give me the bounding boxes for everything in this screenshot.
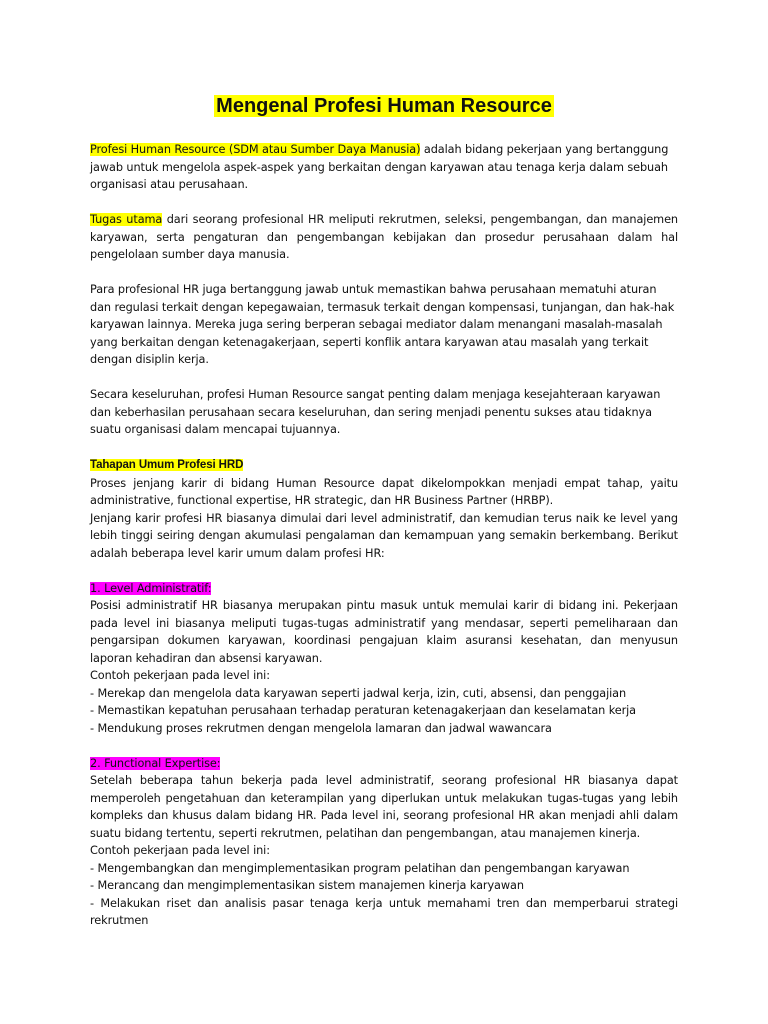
- intro-text: adalah bidang pekerjaan yang bertanggung jawab untuk mengelola aspek-aspek yang berkaitan dengan karyawan atau tenaga kerja dalam sebuah organisasi atau perusahaan.: [90, 143, 669, 191]
- level-1-description: Posisi administratif HR biasanya merupakan pintu masuk untuk memulai karir di bidang ini. Pekerjaan pada level ini biasanya meliputi tugas-tugas administratif yang mendasar, seperti pemeliharaan dan pengarsipan dokumen karyawan, koordinasi pengajuan klaim asuransi kesehatan, dan menyusun laporan kehadiran dan absensi karyawan.: [90, 599, 678, 665]
- list-item: - Melakukan riset dan analisis pasar tenaga kerja untuk memahami tren dan memperbarui strategi rekrutmen: [90, 896, 678, 927]
- tugas-paragraph: [90, 211, 678, 264]
- level-1-heading-label: 1. Level Administratif:: [90, 581, 212, 595]
- list-item: - Merancang dan mengimplementasikan sistem manajemen kinerja karyawan: [90, 879, 524, 892]
- list-item: - Mendukung proses rekrutmen dengan mengelola lamaran dan jadwal wawancara: [90, 721, 552, 735]
- responsibility-paragraph: Para profesional HR juga bertanggung jawab untuk memastikan bahwa perusahaan mematuhi aturan dan regulasi terkait dengan kepegawaian, termasuk terkait dengan kompensasi, tunjangan, dan hak-hak karyawan lainnya. Mereka juga sering berperan sebagai mediator dalam menangani masalah-masalah yang berkaitan dengan ketenagakerjaan, seperti konflik antara karyawan atau masalah yang terkait dengan disiplin kerja.: [90, 283, 675, 366]
- level-1-heading: [90, 580, 678, 598]
- tahapan-paragraph-2: Jenjang karir profesi HR biasanya dimulai dari level administratif, dan kemudian terus naik ke level yang lebih tinggi seiring dengan akumulasi pengalaman dan kemampuan yang semakin berkembang. Berikut adalah beberapa level karir umum dalam profesi HR:: [90, 511, 678, 560]
- tahapan-heading-label: Tahapan Umum Profesi HRD: [90, 459, 244, 471]
- tugas-text: dari seorang profesional HR meliputi rekrutmen, seleksi, pengembangan, dan manajemen karyawan, serta pengaturan dan pengembangan kebijakan dan prosedur perusahaan dalam hal pengelolaan sumber daya manusia.: [90, 213, 678, 261]
- document-body: [90, 141, 678, 930]
- list-item: - Memastikan kepatuhan perusahaan terhadap peraturan ketenagakerjaan dan keselamatan kerja: [90, 704, 636, 717]
- tahapan-heading: [90, 456, 678, 475]
- level-2-heading: [90, 755, 678, 773]
- document-title: Mengenal Profesi Human Resource: [216, 95, 552, 117]
- intro-highlight: Profesi Human Resource (SDM atau Sumber Daya Manusia): [90, 143, 421, 156]
- list-item: - Merekap dan mengelola data karyawan seperti jadwal kerja, izin, cuti, absensi, dan penggajian: [90, 686, 627, 700]
- list-item: - Mengembangkan dan mengimplementasikan program pelatihan dan pengembangan karyawan: [90, 861, 630, 875]
- intro-paragraph: [90, 141, 678, 194]
- level-2-description: Setelah beberapa tahun bekerja pada level administratif, seorang profesional HR biasanya dapat memperoleh pengetahuan dan keterampilan yang diperlukan untuk melakukan tugas-tugas yang lebih kompleks dan khusus dalam bidang HR. Pada level ini, seorang profesional HR akan menjadi ahli dalam suatu bidang tertentu, seperti rekrutmen, pelatihan dan pengembangan, atau manajemen kinerja.: [90, 774, 678, 840]
- level-1-examples-label: Contoh pekerjaan pada level ini:: [90, 669, 270, 682]
- level-2-examples-list: [90, 860, 678, 930]
- summary-paragraph: Secara keseluruhan, profesi Human Resource sangat penting dalam menjaga kesejahteraan karyawan dan keberhasilan perusahaan secara keseluruhan, dan sering menjadi penentu sukses atau tidaknya suatu organisasi dalam mencapai tujuannya.: [90, 388, 661, 436]
- tahapan-paragraph-1: Proses jenjang karir di bidang Human Resource dapat dikelompokkan menjadi empat tahap, yaitu administrative, functional expertise, HR strategic, dan HR Business Partner (HRBP).: [90, 476, 678, 507]
- level-2-examples-label: Contoh pekerjaan pada level ini:: [90, 844, 270, 857]
- level-2-heading-label: 2. Functional Expertise:: [90, 756, 221, 770]
- tugas-highlight: Tugas utama: [90, 213, 163, 226]
- level-1-examples-list: [90, 685, 678, 738]
